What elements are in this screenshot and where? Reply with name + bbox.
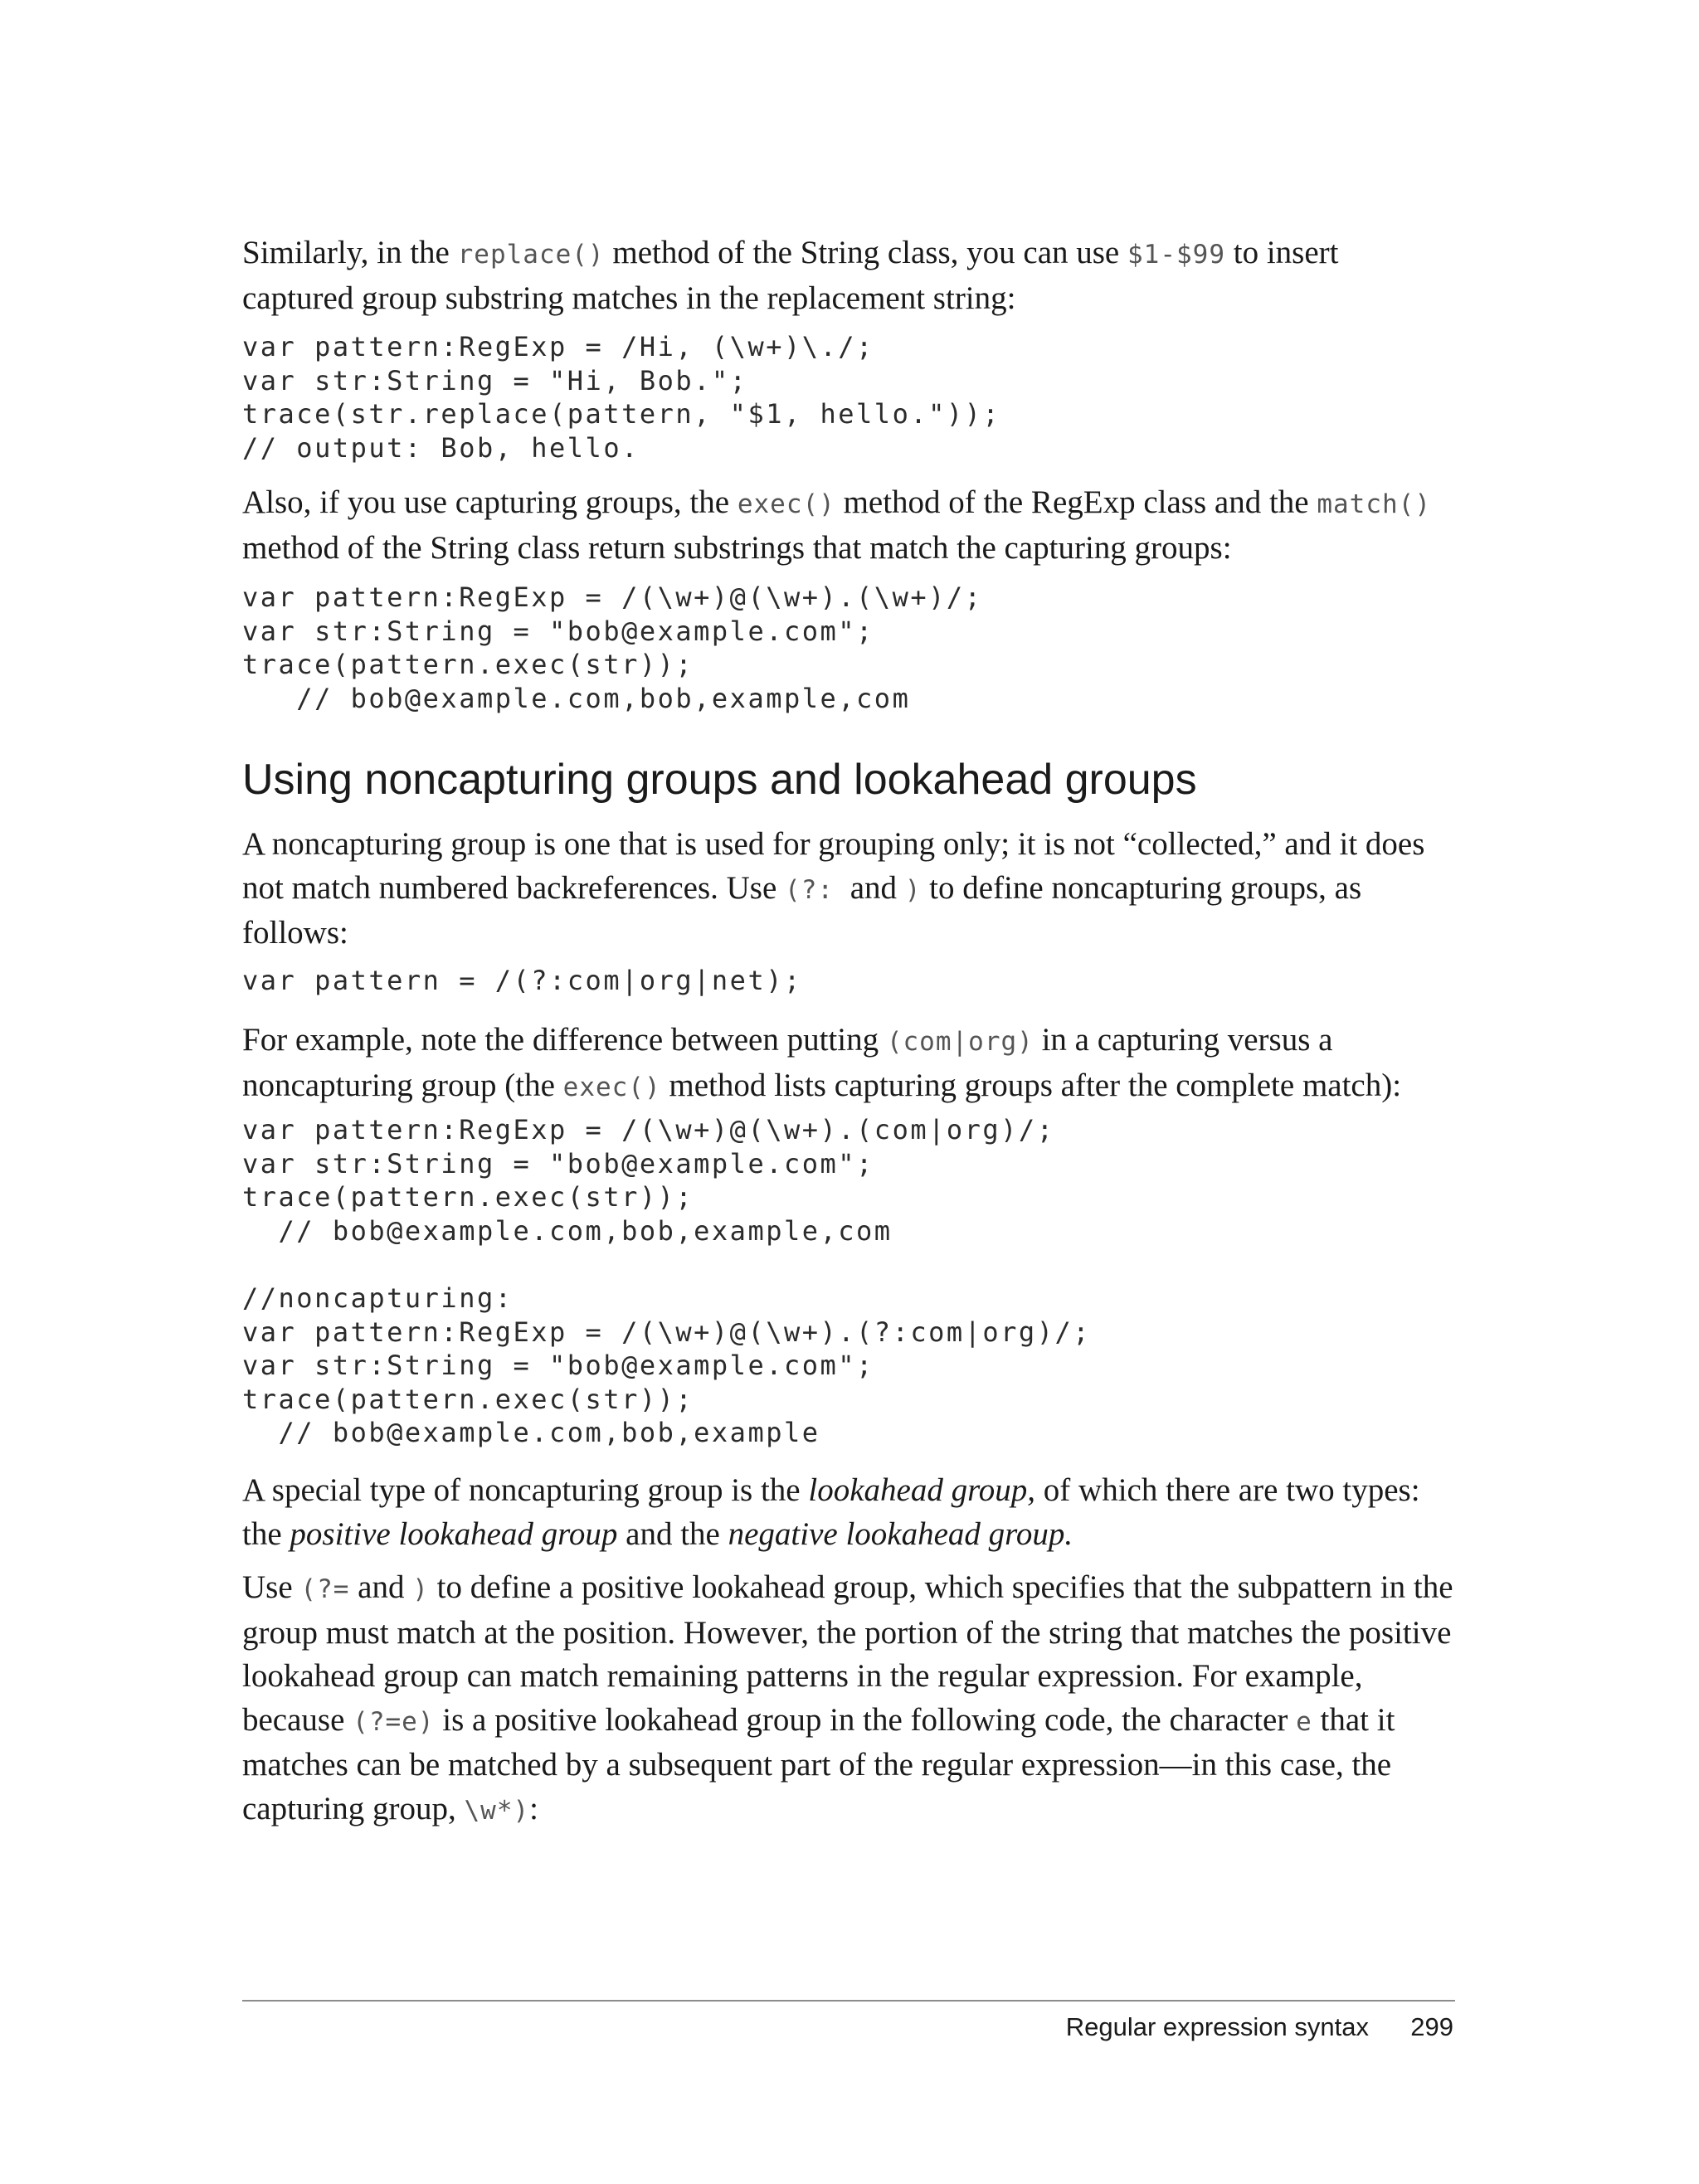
text-run: Use — [242, 1569, 301, 1605]
inline-code: ) — [904, 874, 922, 905]
italic-term: negative lookahead group. — [728, 1515, 1073, 1552]
paragraph-noncapturing-groups — [242, 823, 1453, 956]
footer-rule — [242, 2000, 1455, 2002]
inline-code: (?=e) — [353, 1706, 435, 1737]
text-run: Similarly, in the — [242, 235, 458, 270]
code-block-replace-example: var pattern:RegExp = /Hi, (\w+)\./; var str:String = "Hi, Bob."; trace(str.replace(pattern, "$1, hello.")); // output: Bob, hello. — [242, 331, 1001, 464]
text-run: Also, if you use capturing groups, the — [242, 484, 738, 520]
inline-code: e — [1296, 1706, 1312, 1737]
italic-term: positive lookahead group — [290, 1515, 618, 1552]
text-run: to insert captured group substring matches in the replacement string: — [242, 235, 1339, 316]
page-number: 299 — [1410, 2012, 1453, 2041]
footer-section-title: Regular expression syntax — [1065, 2012, 1369, 2041]
text-run: to define a positive lookahead group, which specifies that the subpattern in the group must match at the position. However, the portion of the string that matches the positive lookahead group can match remaining patterns in the regular expression. For example, because — [242, 1569, 1453, 1738]
inline-code: ) — [412, 1574, 429, 1604]
text-run: method of the String class, you can use — [604, 235, 1127, 270]
paragraph-capturing-vs-noncapturing — [242, 1019, 1453, 1109]
paragraph-capturing-groups — [242, 481, 1453, 570]
text-run: A special type of noncapturing group is the — [242, 1472, 809, 1508]
text-run: in a capturing versus a noncapturing group (the — [242, 1022, 1333, 1103]
text-run: that it matches can be matched by a subsequent part of the regular expression—in this case, the capturing group, — [242, 1701, 1395, 1826]
text-run: to define noncapturing groups, as follows: — [242, 869, 1362, 951]
text-run: of which there are two types: the — [242, 1472, 1420, 1552]
text-run: For example, note the difference between putting — [242, 1022, 887, 1058]
paragraph-positive-lookahead — [242, 1566, 1453, 1832]
text-run: method of the String class return substrings that match the capturing groups: — [242, 529, 1232, 566]
text-run: and — [850, 869, 905, 906]
text-run: and — [349, 1569, 413, 1605]
section-heading: Using noncapturing groups and lookahead groups — [242, 756, 1197, 804]
paragraph-lookahead-intro — [242, 1469, 1453, 1556]
paragraph-replace-method — [242, 231, 1453, 320]
text-run: and the — [617, 1515, 728, 1552]
text-run: A noncapturing group is one that is used for grouping only; it is not “collected,” and it does not match numbered backreferences. Use — [242, 826, 1425, 906]
text-run: is a positive lookahead group in the following code, the character — [434, 1701, 1297, 1738]
text-run: : — [529, 1790, 539, 1826]
code-block-exec-example: var pattern:RegExp = /(\w+)@(\w+).(\w+)/; var str:String = "bob@example.com"; trace(pattern.exec(str)); // bob@example.com,bob,example,com — [242, 581, 983, 714]
inline-code: exec() — [737, 489, 835, 519]
inline-code: $1-$99 — [1127, 240, 1225, 270]
inline-code: (?= — [300, 1574, 350, 1604]
inline-code: (?: — [785, 874, 850, 905]
inline-code: match() — [1317, 489, 1431, 519]
code-block-noncapturing-pattern: var pattern = /(?:com|org|net); — [242, 965, 802, 996]
inline-code: exec() — [562, 1072, 661, 1102]
text-run: method lists capturing groups after the complete match): — [660, 1067, 1402, 1103]
inline-code: (com|org) — [886, 1027, 1034, 1057]
code-block-capturing-comparison: var pattern:RegExp = /(\w+)@(\w+).(com|org)/; var str:String = "bob@example.com"; trace(pattern.exec(str)); // bob@example.com,bob,example,com //noncapturing: var pattern:RegExp = /(\w+)@(\w+).(?:com|org)/; var str:String = "bob@example.com"; trace(pattern.exec(str)); // bob@example.com,bob,example — [242, 1114, 1091, 1449]
inline-code: replace() — [457, 240, 605, 270]
inline-code: \w*) — [464, 1795, 530, 1826]
text-run: method of the RegExp class and the — [835, 484, 1317, 520]
italic-term: lookahead group, — [808, 1472, 1036, 1508]
